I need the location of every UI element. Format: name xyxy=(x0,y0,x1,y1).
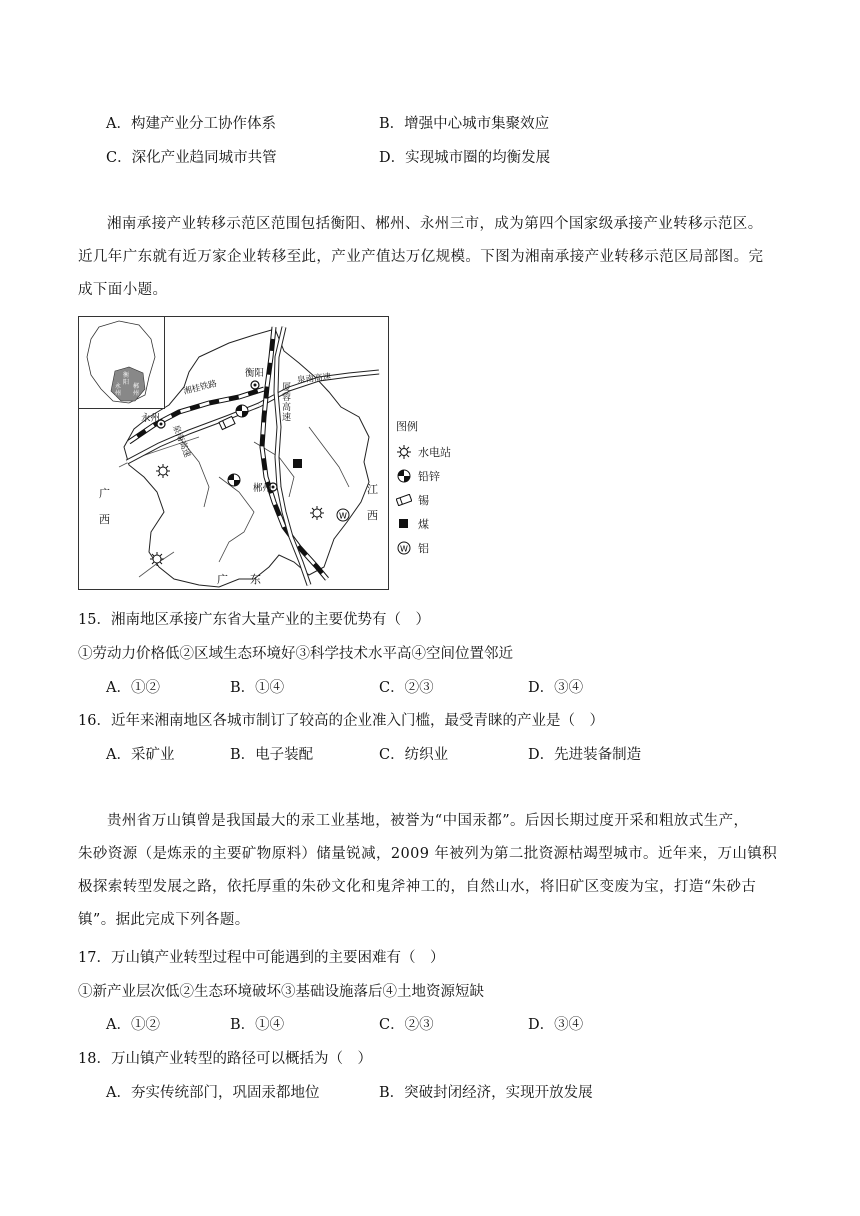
lead-zinc-icon xyxy=(396,469,412,483)
q17-items: ①新产业层次低②生态环境破坏③基础设施落后④土地资源短缺 xyxy=(78,984,484,1000)
q14-option-b: B．增强中心城市集聚效应 xyxy=(379,116,550,132)
coal-icon xyxy=(293,459,302,468)
passage-line: 近几年广东就有近万家企业转移至此，产业产值达万亿规模。下图为湘南承接产业转移示范区局部图。完 xyxy=(78,249,764,265)
coal-icon xyxy=(396,517,412,531)
inset-label: 衡阳 xyxy=(123,372,130,386)
q17-option-a: A．①② xyxy=(106,1017,160,1033)
q17-option-c: C．②③ xyxy=(379,1017,434,1033)
hydropower-icon xyxy=(396,445,412,459)
q15-stem: 15．湘南地区承接广东省大量产业的主要优势有（ ） xyxy=(78,612,430,628)
hydropower-icon xyxy=(156,464,170,478)
q14-option-d: D．实现城市圈的均衡发展 xyxy=(379,150,551,166)
q16-option-b: B．电子装配 xyxy=(230,747,314,763)
inset-label: 永州 xyxy=(115,383,122,397)
passage-line: 朱砂资源（是炼汞的主要矿物原料）储量锐减，2009 年被列为第二批资源枯竭型城市。近年来，万山镇积 xyxy=(78,846,778,862)
q18-stem: 18．万山镇产业转型的路径可以概括为（ ） xyxy=(78,1051,372,1067)
q14-option-c: C．深化产业趋同城市共管 xyxy=(106,150,277,166)
legend-label: 铅锌 xyxy=(418,470,440,483)
hydropower-icon xyxy=(310,506,324,520)
tin-icon xyxy=(396,493,412,507)
xiangnan-map xyxy=(78,316,389,590)
city-label-yongzhou: 永州 xyxy=(141,413,161,424)
legend-item xyxy=(396,512,451,536)
q18-option-a: A．夯实传统部门，巩固汞都地位 xyxy=(106,1085,320,1101)
legend-label: 水电站 xyxy=(418,446,451,459)
passage-line: 成下面小题。 xyxy=(78,282,168,298)
legend-item xyxy=(396,488,451,512)
passage-line: 镇”。据此完成下列各题。 xyxy=(78,912,250,928)
svg-text:W: W xyxy=(339,511,347,521)
passage-wanshan xyxy=(78,805,778,937)
passage-line: 极探索转型发展之路，依托厚重的朱砂文化和鬼斧神工的，自然山水，将旧矿区变废为宝，打造“朱砂古 xyxy=(78,879,757,895)
q16-option-a: A．采矿业 xyxy=(106,747,175,763)
q16-option-d: D．先进装备制造 xyxy=(528,747,642,763)
aluminum-icon xyxy=(337,509,349,521)
legend-title: 图例 xyxy=(396,420,418,433)
q15-option-b: B．①④ xyxy=(230,680,285,696)
q15-items: ①劳动力价格低②区域生态环境好③科学技术水平高④空间位置邻近 xyxy=(78,646,513,662)
legend-label: 铝 xyxy=(418,542,429,555)
legend-item xyxy=(396,440,451,464)
hydropower-icon xyxy=(150,552,164,566)
road-label-quannan-left: 泉南高速 xyxy=(170,423,193,460)
passage-line: 贵州省万山镇曾是我国最大的汞工业基地，被誉为“中国汞都”。后因长期过度开采和粗放式生产， xyxy=(107,813,749,829)
legend-label: 锡 xyxy=(418,494,429,507)
q16-option-c: C．纺织业 xyxy=(379,747,449,763)
province-label-guangxi: 广西 xyxy=(99,487,110,526)
q17-option-b: B．①④ xyxy=(230,1017,285,1033)
road-label-vertical: 厦蓉高速 xyxy=(282,383,292,423)
q17-stem: 17．万山镇产业转型过程中可能遇到的主要困难有（ ） xyxy=(78,950,445,966)
inset-locator-map xyxy=(79,317,165,409)
map-legend xyxy=(396,418,451,560)
legend-item xyxy=(396,464,451,488)
lead-zinc-icon xyxy=(236,405,248,417)
q15-option-d: D．③④ xyxy=(528,680,584,696)
passage-line: 湘南承接产业转移示范区范围包括衡阳、郴州、永州三市，成为第四个国家级承接产业转移示范区。 xyxy=(107,216,763,232)
q16-stem: 16．近年来湘南地区各城市制订了较高的企业准入门槛，最受青睐的产业是（ ） xyxy=(78,713,604,729)
q15-option-c: C．②③ xyxy=(379,680,434,696)
province-label-jiangxi: 江西 xyxy=(367,483,378,522)
road-label-xianggui: 湘桂铁路 xyxy=(182,379,218,397)
lead-zinc-icon xyxy=(228,474,240,486)
q18-option-b: B．突破封闭经济，实现开放发展 xyxy=(379,1085,593,1101)
svg-text:W: W xyxy=(400,544,408,554)
inset-label: 郴州 xyxy=(133,383,140,397)
q17-option-d: D．③④ xyxy=(528,1017,584,1033)
q14-option-a: A．构建产业分工协作体系 xyxy=(106,116,276,132)
passage-xiangnan xyxy=(78,208,778,307)
legend-label: 煤 xyxy=(418,518,429,531)
aluminum-icon xyxy=(396,541,412,555)
city-label-chenzhou: 郴州 xyxy=(253,483,273,494)
q15-option-a: A．①② xyxy=(106,680,160,696)
province-label-guangdong: 广 东 xyxy=(217,573,261,586)
road-label-quannan-top: 泉南高速 xyxy=(296,372,332,386)
city-label-hengyang: 衡阳 xyxy=(245,368,265,379)
legend-item xyxy=(396,536,451,560)
